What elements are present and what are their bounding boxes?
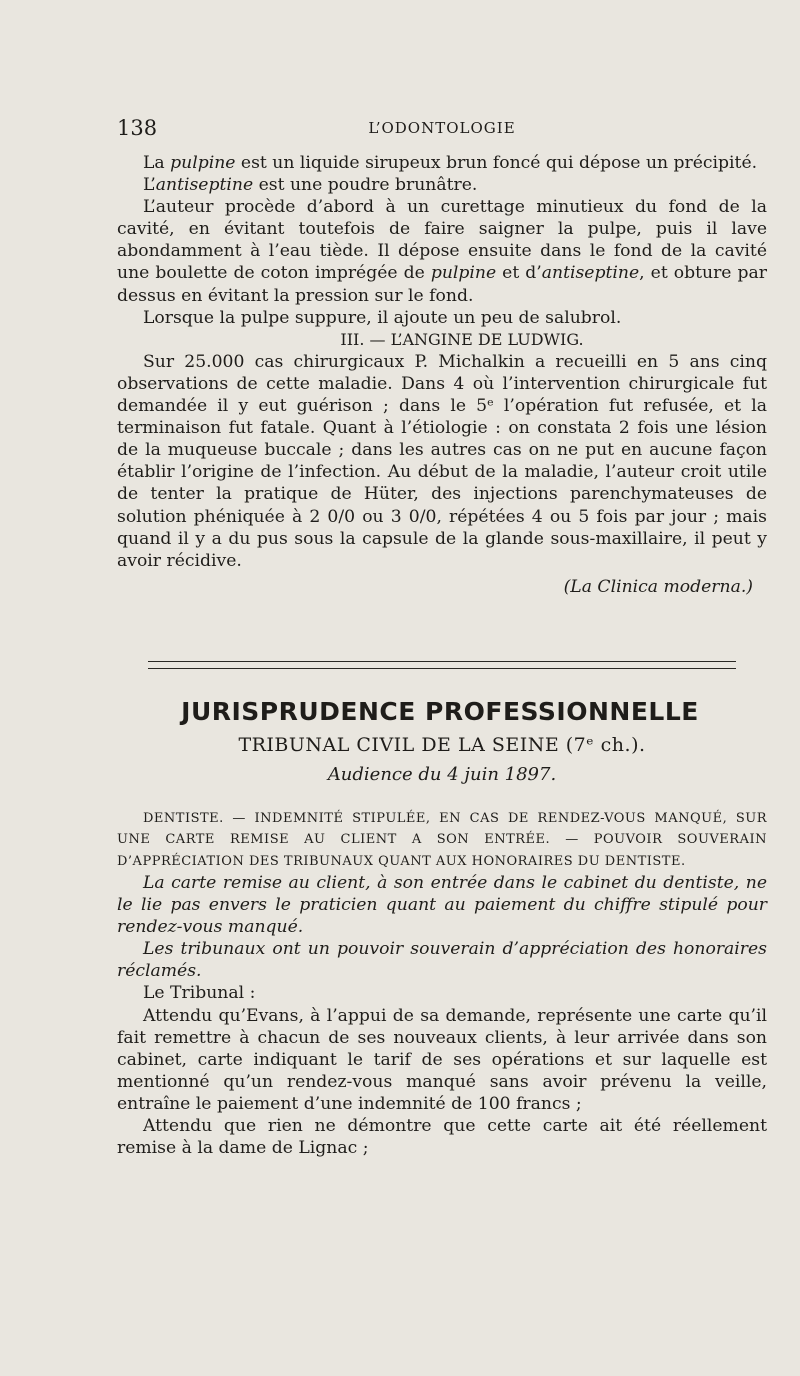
section-heading-ludwig: III. — L’ANGINE DE LUDWIG.: [340, 329, 584, 349]
article-continuation: [117, 152, 767, 598]
page-header: [117, 116, 767, 142]
paragraph-attendu-1: Attendu qu’Evans, à l’appui de sa demande, représente une carte qu’il fait remettre à chacun de ses nouveaux clients, à leur arrivée dans son cabinet, carte indiquant le tarif de ses opérations et sur laquelle est mentionné qu’un rendez-vous manqué sans avoir prévenu la veille, entraîne le paiement d’une indemnité de 100 francs ;: [117, 1005, 767, 1114]
paragraph-suppuration: Lorsque la pulpe suppure, il ajoute un peu de salubrol.: [143, 307, 622, 328]
source-citation: (La Clinica moderna.): [563, 576, 753, 597]
paragraph-attendu-2: Attendu que rien ne démontre que cette carte ait été réellement remise à la dame de Lignac ;: [117, 1116, 767, 1159]
running-title: L’ODONTOLOGIE: [368, 119, 516, 137]
headnote-2: Les tribunaux ont un pouvoir souverain d’appréciation des honoraires réclamés.: [117, 939, 767, 982]
page-number: 138: [117, 116, 158, 140]
paragraph-tribunal: Le Tribunal :: [143, 983, 256, 1004]
hearing-date: Audience du 4 juin 1897.: [327, 764, 557, 785]
double-rule-divider: [148, 661, 736, 669]
section-title: JURISPRUDENCE PROFESSIONNELLE: [181, 697, 699, 726]
paragraph-antiseptine: L’antiseptine est une poudre brunâtre.: [143, 175, 478, 196]
court-name: TRIBUNAL CIVIL DE LA SEINE (7ᵉ ch.).: [238, 734, 646, 756]
paragraph-pulpine: La pulpine est un liquide sirupeux brun foncé qui dépose un précipité.: [143, 153, 758, 173]
paragraph-procedure: L’auteur procède d’abord à un curettage minutieux du fond de la cavité, en évitant toutefois de faire saigner la pulpe, puis il lave abondamment à l’eau tiède. Il dépose ensuite dans le fond de la cavité une boulette de coton imprégée de pulpine et d’antiseptine, et obture par dessus en évitant la pression sur le fond.: [117, 197, 767, 306]
judgment-text: [117, 872, 767, 1159]
case-summary-text: DENTISTE. — INDEMNITÉ STIPULÉE, EN CAS DE RENDEZ-VOUS MANQUÉ, SUR UNE CARTE REMISE AU CLIENT A SON ENTRÉE. — POUVOIR SOUVERAIN D’APPRÉCIATION DES TRIBUNAUX QUANT AUX HONORAIRES DU DENTISTE.: [117, 811, 767, 869]
headnote-1: La carte remise au client, à son entrée dans le cabinet du dentiste, ne le lie pas envers le praticien quant au paiement du chiffre stipulé pour rendez-vous manqué.: [117, 873, 767, 938]
paragraph-ludwig: Sur 25.000 cas chirurgicaux P. Michalkin a recueilli en 5 ans cinq observations de cette maladie. Dans 4 où l’intervention chirurgicale fut demandée il y eut guérison ; dans le 5ᵉ l’opération fut refusée, et la terminaison fut fatale. Quant à l’étiologie : on constata 2 fois une lésion de la muqueuse buccale ; dans les autres cas on ne put en aucune façon établir l’origine de l’infection. Au début de la maladie, l’auteur croit utile de tenter la pratique de Hüter, des injections parenchymateuses de solution phéniquée à 2 0/0 ou 3 0/0, répétées 4 ou 5 fois par jour ; mais quand il y a du pus sous la capsule de la glande sous-maxillaire, il peut y avoir récidive.: [117, 351, 767, 571]
case-summary: [117, 808, 767, 872]
